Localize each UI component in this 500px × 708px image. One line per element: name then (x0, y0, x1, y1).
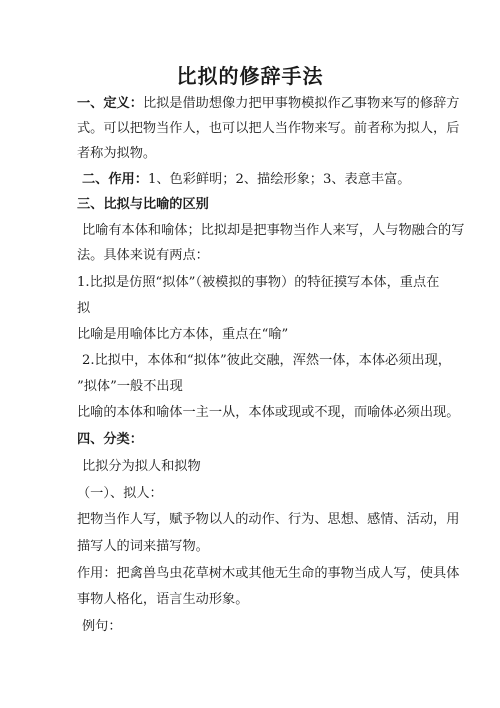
function-line (82, 171, 410, 189)
difference-heading: 三、比拟与比喻的区别 (77, 197, 209, 212)
point1-line-1: 1.比拟是仿照“拟体”（被模拟的事物）的特征摸写本体，重点在 (77, 275, 440, 290)
document-title: 比拟的修辞手法 (176, 64, 324, 88)
personification-line-2: 描写人的词来描写物。 (77, 539, 209, 554)
personification-heading: （一）、拟人： (77, 486, 163, 501)
definition-line-2: 式。可以把物当作人，也可以把人当作物来写。前者称为拟人，后 (77, 121, 460, 136)
personification-line-3: 作用：把禽兽鸟虫花草树木或其他无生命的事物当成人写，使具体 (77, 566, 460, 581)
definition-text-1: 比拟是借助想像力把甲事物模拟作乙事物来写的修辞方 (142, 96, 460, 111)
personification-line-1: 把物当作人写，赋予物以人的动作、行为、思想、感情、活动，用 (77, 512, 460, 527)
point2-line-3: 比喻的本体和喻体一主一从，本体或现或不现，而喻体必须出现。 (77, 405, 460, 420)
point2-line-2: ”拟体”一般不出现 (77, 379, 183, 394)
definition-line-3: 者称为拟物。 (77, 146, 157, 161)
definition-heading: 一、定义： (77, 96, 143, 111)
difference-line-1: 比喻有本体和喻体；比拟却是把事物当作人来写，人与物融合的写 (82, 223, 465, 238)
definition-line-1 (77, 95, 459, 113)
difference-line-2: 法。具体来说有两点： (77, 248, 209, 263)
point1-line-2: 拟 (77, 301, 91, 316)
classification-intro: 比拟分为拟人和拟物 (82, 459, 201, 474)
point1-line-3: 比喻是用喻体比方本体，重点在“喻” (77, 327, 289, 342)
classification-heading: 四、分类： (77, 432, 143, 447)
example-label: 例句： (82, 619, 122, 634)
point2-line-1: 2.比拟中，本体和“拟体”彼此交融，浑然一体，本体必须出现， (82, 353, 451, 368)
function-heading: 二、作用： (82, 172, 148, 187)
personification-line-4: 事物人格化，语言生动形象。 (77, 592, 249, 607)
function-text: 1、色彩鲜明；2、描绘形象；3、表意丰富。 (147, 172, 411, 187)
